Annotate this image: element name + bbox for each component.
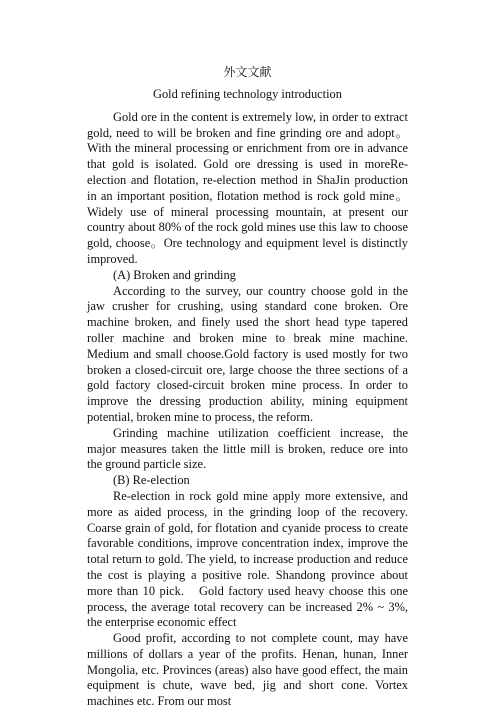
paragraph-grinding: Grinding machine utilization coefficient increase, the major measures taken the little mill is broken, reduce ore into the ground particle size. [87,425,408,472]
document-title: Gold refining technology introduction [153,87,342,101]
section-heading-broken-grinding: (A) Broken and grinding [113,267,236,282]
paragraph-intro: Gold ore in the content is extremely low, in order to extract gold, need to will be broken and fine grinding ore and adopt。With the mineral processing or enrichment from ore in advance that gold is isolated. Gold ore dressing is used in moreRe-election and flotation, re-election method in ShaJin production in an important position, flotation method is rock gold mine。Widely use of mineral processing mountain, at present our country about 80% of the rock gold mines use this law to choose gold, choose。Ore technology and equipment level is distinctly improved. [87,109,408,266]
section-heading-re-election: (B) Re-election [113,473,190,488]
paragraph-re-election: Re-election in rock gold mine apply more extensive, and more as aided process, in the grinding loop of the recovery. Coarse grain of gold, for flotation and cyanide process to create favorable conditions, improve concentration index, improve the total return to gold. The yield, to increase production and reduce the cost is playing a positive role. Shandong province about more than 10 pick. Gold factory used heavy choose this one process, the average total recovery can be increased 2% ~ 3%, the enterprise economic effect [87,488,408,630]
chinese-header: 外文文献 [223,65,272,79]
paragraph-profit: Good profit, according to not complete count, may have millions of dollars a year of the profits. Henan, hunan, Inner Mongolia, etc. Provinces (areas) also have good effect, the main equipment is chute, wave bed, jig and short cone. Vortex machines etc. From our most [87,631,408,709]
document-body [87,64,408,710]
paragraph-crushing: According to the survey, our country choose gold in the jaw crusher for crushing, using standard cone broken. Ore machine broken, and finely used the short head type tapered roller machine and broken mine to break mine machine. Medium and small choose.Gold factory is used mostly for two broken a closed-circuit ore, large choose the three sections of a gold factory closed-circuit broken mine process. In order to improve the dressing production ability, mining equipment potential, broken mine to process, the reform. [87,283,408,424]
